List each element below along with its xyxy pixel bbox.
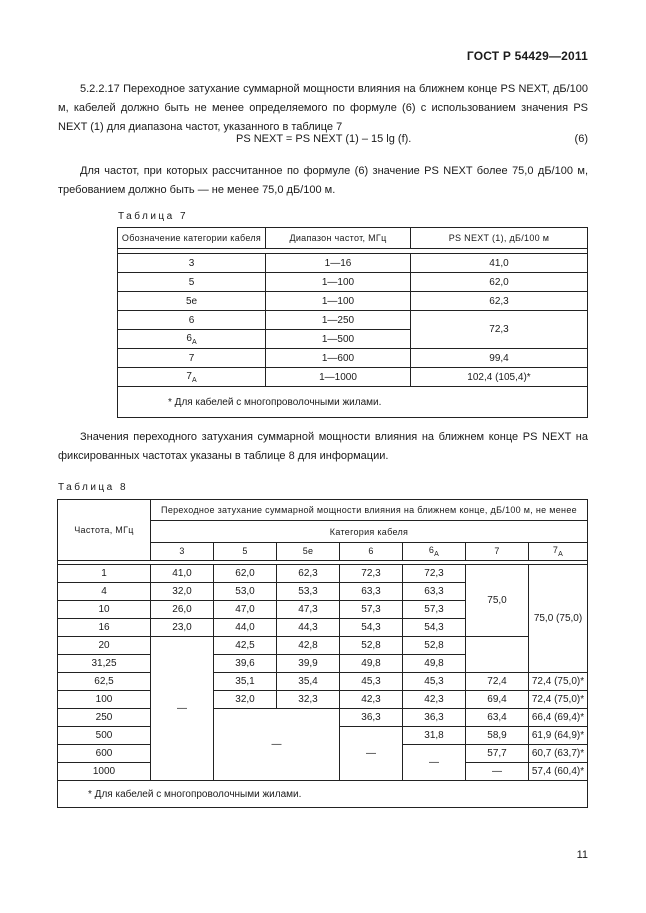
t8-cell: 52,8 — [403, 637, 466, 655]
paragraph-5-2-2-17: 5.2.2.17 Переходное затухание суммарной мощности влияния на ближнем конце PS NEXT, дБ/100 м, кабелей должно быть не менее определяемого по формуле (6) с использованием значения PS NEXT (1) для диапазона частот, указанного в таблице 7 — [58, 83, 588, 133]
t8-cell: 32,3 — [277, 691, 340, 709]
page-number: 11 — [576, 849, 588, 861]
t8-cell: 41,0 — [151, 565, 214, 583]
t8-cell: 57,3 — [403, 601, 466, 619]
t7-footnote: * Для кабелей с многопроволочными жилами. — [118, 387, 588, 418]
t8-cell: 72,4 (75,0)* — [529, 691, 588, 709]
formula-number: (6) — [574, 133, 588, 145]
t8-cell: 26,0 — [151, 601, 214, 619]
t8-cell: 58,9 — [466, 727, 529, 745]
t8-freq: 250 — [58, 709, 151, 727]
t8-cat-5: 5 — [214, 542, 277, 560]
t8-cell: 31,8 — [403, 727, 466, 745]
t8-cell: 72,4 (75,0)* — [529, 673, 588, 691]
t8-head-category: Категория кабеля — [151, 521, 588, 542]
t8-cat-3: 3 — [151, 542, 214, 560]
t7-range: 1—600 — [266, 349, 411, 368]
t8-cell: 35,4 — [277, 673, 340, 691]
t7-value: 62,0 — [411, 273, 588, 292]
t8-cell: 42,5 — [214, 637, 277, 655]
t8-cell: 32,0 — [151, 583, 214, 601]
t8-freq: 500 — [58, 727, 151, 745]
t8-cat-7: 7 — [466, 542, 529, 560]
t8-freq: 20 — [58, 637, 151, 655]
t8-cell: 35,1 — [214, 673, 277, 691]
t8-cell: 42,3 — [403, 691, 466, 709]
t8-cell: 63,3 — [403, 583, 466, 601]
t8-cell-5-5e-dash: — — [214, 709, 340, 781]
t8-cell: 32,0 — [214, 691, 277, 709]
t7-range: 1—16 — [266, 254, 411, 273]
t8-cell: 61,9 (64,9)* — [529, 727, 588, 745]
t8-cell: 52,8 — [340, 637, 403, 655]
t8-head-frequency: Частота, МГц — [58, 500, 151, 561]
t8-cell: 57,7 — [466, 745, 529, 763]
t8-cell-7-merged: 75,0 — [466, 565, 529, 637]
t7-cat: 5 — [118, 273, 266, 292]
t8-freq: 1 — [58, 565, 151, 583]
t8-freq: 16 — [58, 619, 151, 637]
t8-head-main: Переходное затухание суммарной мощности влияния на ближнем конце, дБ/100 м, не менее — [151, 500, 588, 521]
t8-cell: 57,4 (60,4)* — [529, 763, 588, 781]
t8-freq: 100 — [58, 691, 151, 709]
t7-cat: 3 — [118, 254, 266, 273]
t8-cell: 54,3 — [340, 619, 403, 637]
t8-cell: 39,6 — [214, 655, 277, 673]
t8-cell-3-dash: — — [151, 637, 214, 781]
t7-head-psnext: PS NEXT (1), дБ/100 м — [411, 228, 588, 249]
t7-cat: $7_A$ — [118, 368, 266, 387]
table-8 — [57, 499, 588, 808]
t7-head-category: Обозначение категории кабеля — [118, 228, 266, 249]
t8-cell: 60,7 (63,7)* — [529, 745, 588, 763]
t8-cell: 72,3 — [340, 565, 403, 583]
t7-range: 1—250 — [266, 311, 411, 330]
t8-cell: 72,4 — [466, 673, 529, 691]
t8-cell-6a-dash: — — [403, 745, 466, 781]
table-8-caption: Таблица 8 — [58, 482, 129, 493]
formula-text: PS NEXT = PS NEXT (1) – 15 lg (f). — [236, 133, 412, 145]
t8-cell: 53,3 — [277, 583, 340, 601]
t7-value: 102,4 (105,4)* — [411, 368, 588, 387]
paragraph-table-8-ref: Значения переходного затухания суммарной мощности влияния на ближнем конце PS NEXT на фиксированных частотах указаны в таблице 8 для информации. — [58, 431, 588, 462]
t8-freq: 10 — [58, 601, 151, 619]
t8-cell: 62,0 — [214, 565, 277, 583]
t7-range: 1—100 — [266, 292, 411, 311]
t8-cat-6a: $6_A$ — [403, 542, 466, 560]
t8-freq: 4 — [58, 583, 151, 601]
t8-freq: 31,25 — [58, 655, 151, 673]
document-header: ГОСТ Р 54429—2011 — [466, 49, 588, 63]
t8-cell: 62,3 — [277, 565, 340, 583]
t8-cell: 49,8 — [403, 655, 466, 673]
t7-cat: 5e — [118, 292, 266, 311]
t8-cell: 45,3 — [403, 673, 466, 691]
t8-cell: 49,8 — [340, 655, 403, 673]
t8-cell: 57,3 — [340, 601, 403, 619]
t8-cell: 36,3 — [403, 709, 466, 727]
t8-cell: 72,3 — [403, 565, 466, 583]
t8-cell: 42,3 — [340, 691, 403, 709]
t8-cell-7a-merged: 75,0 (75,0) — [529, 565, 588, 673]
t7-range: 1—100 — [266, 273, 411, 292]
t8-cell: 42,8 — [277, 637, 340, 655]
t7-cat: 7 — [118, 349, 266, 368]
t8-cat-5e: 5e — [277, 542, 340, 560]
t8-freq: 62,5 — [58, 673, 151, 691]
t8-cell: 39,9 — [277, 655, 340, 673]
t8-cell: 47,3 — [277, 601, 340, 619]
t8-cell: 53,0 — [214, 583, 277, 601]
t8-footnote: * Для кабелей с многопроволочными жилами. — [58, 781, 588, 808]
t7-cat: $6_A$ — [118, 330, 266, 349]
t8-freq: 600 — [58, 745, 151, 763]
t8-cell: 44,0 — [214, 619, 277, 637]
t7-range: 1—1000 — [266, 368, 411, 387]
t7-value: 62,3 — [411, 292, 588, 311]
t8-cell: 66,4 (69,4)* — [529, 709, 588, 727]
t8-cat-6: 6 — [340, 542, 403, 560]
t7-head-range: Диапазон частот, МГц — [266, 228, 411, 249]
paragraph-threshold: Для частот, при которых рассчитанное по формуле (6) значение PS NEXT более 75,0 дБ/100 м, требованием должно быть — не менее 75,0 дБ/100 м. — [58, 165, 588, 196]
t8-cell-6-dash: — — [340, 727, 403, 781]
t7-value: 99,4 — [411, 349, 588, 368]
t7-value: 41,0 — [411, 254, 588, 273]
t8-cell: 45,3 — [340, 673, 403, 691]
t8-freq: 1000 — [58, 763, 151, 781]
t8-cell: 23,0 — [151, 619, 214, 637]
table-7 — [117, 227, 588, 418]
t8-cell: 47,0 — [214, 601, 277, 619]
t8-cell: 69,4 — [466, 691, 529, 709]
t8-cell: 63,4 — [466, 709, 529, 727]
t7-value-merged: 72,3 — [411, 311, 588, 349]
t7-cat: 6 — [118, 311, 266, 330]
t8-cat-7a: $7_A$ — [529, 542, 588, 560]
t8-cell: 63,3 — [340, 583, 403, 601]
table-7-caption: Таблица 7 — [118, 211, 189, 222]
t8-cell: — — [466, 763, 529, 781]
t8-cell-7-empty — [466, 637, 529, 673]
t7-range: 1—500 — [266, 330, 411, 349]
t8-cell: 36,3 — [340, 709, 403, 727]
t8-cell: 44,3 — [277, 619, 340, 637]
t8-cell: 54,3 — [403, 619, 466, 637]
